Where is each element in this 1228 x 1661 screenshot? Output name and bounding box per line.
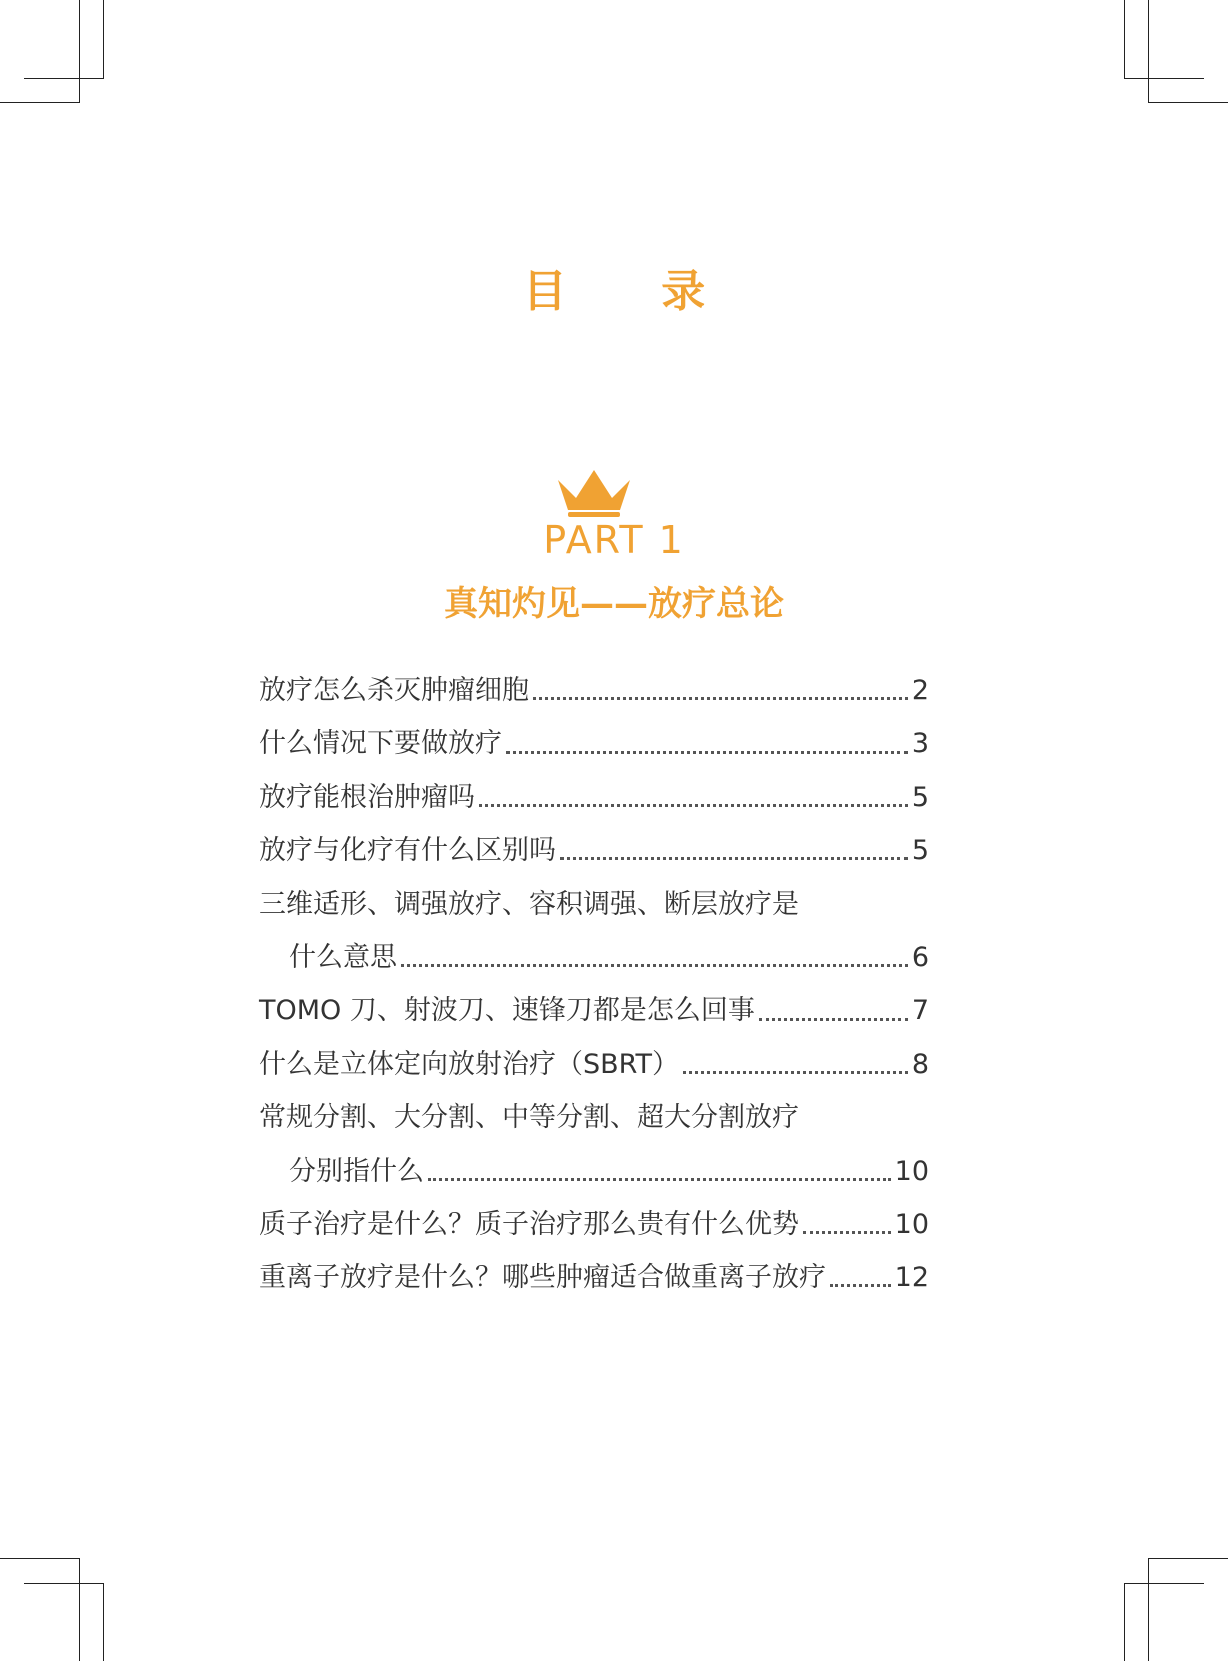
toc-leader (428, 1178, 891, 1181)
crop-mark-top-right (1124, 0, 1125, 78)
crop-mark-bottom-left (79, 1558, 80, 1661)
crop-mark-top-left (0, 102, 80, 103)
toc-list (259, 664, 929, 1305)
crop-mark-bottom-right (1148, 1558, 1149, 1661)
toc-entry-page: 10 (894, 1208, 929, 1240)
toc-entry-page: 2 (911, 675, 929, 706)
toc-entry-page: 10 (894, 1155, 929, 1187)
crop-mark-bottom-left (103, 1583, 104, 1661)
toc-leader (506, 751, 908, 754)
toc-entry[interactable] (259, 1198, 929, 1251)
crop-mark-top-right (1148, 0, 1149, 102)
crown-icon (556, 468, 632, 518)
part-label: PART 1 (543, 518, 685, 562)
toc-entry-page: 12 (894, 1262, 929, 1294)
toc-entry-page: 7 (911, 995, 929, 1027)
toc-entry-text: 放疗能根治肿瘤吗 (259, 781, 475, 813)
crop-mark-bottom-right (1124, 1583, 1204, 1584)
toc-entry-text: 什么意思 (289, 941, 397, 973)
toc-entry[interactable] (259, 984, 929, 1037)
toc-entry-text: 放疗怎么杀灭肿瘤细胞 (259, 675, 529, 706)
toc-entry-text: 什么情况下要做放疗 (259, 728, 502, 760)
crop-mark-top-right (1124, 78, 1204, 79)
toc-entry-line1[interactable] (259, 1091, 929, 1144)
toc-leader (759, 1018, 908, 1021)
toc-entry-page: 6 (911, 941, 929, 973)
toc-entry-text: 三维适形、调强放疗、容积调强、断层放疗是 (259, 888, 799, 920)
toc-leader (830, 1284, 891, 1287)
toc-leader (683, 1071, 908, 1074)
toc-leader (401, 964, 908, 967)
crop-mark-bottom-left (0, 1558, 80, 1559)
toc-entry-continuation[interactable] (259, 931, 929, 984)
toc-entry[interactable] (259, 1038, 929, 1091)
toc-entry[interactable] (259, 771, 929, 824)
crop-mark-top-left (24, 78, 104, 79)
crop-mark-bottom-left (24, 1583, 104, 1584)
toc-entry-page: 3 (911, 728, 929, 760)
toc-entry-text: 分别指什么 (289, 1155, 424, 1187)
crop-mark-bottom-right (1124, 1583, 1125, 1661)
toc-entry[interactable] (259, 717, 929, 770)
crop-mark-top-left (103, 0, 104, 78)
toc-leader (803, 1231, 891, 1234)
toc-entry[interactable] (259, 1251, 929, 1304)
toc-entry-continuation[interactable] (259, 1145, 929, 1198)
crop-mark-top-left (79, 0, 80, 102)
toc-entry-page: 5 (911, 835, 929, 867)
part-subtitle: 真知灼见——放疗总论 (444, 584, 784, 624)
toc-entry-line1[interactable] (259, 878, 929, 931)
toc-entry[interactable] (259, 664, 929, 717)
toc-entry-text: 放疗与化疗有什么区别吗 (259, 835, 556, 867)
toc-entry-text: 质子治疗是什么？质子治疗那么贵有什么优势 (259, 1208, 799, 1240)
crop-mark-bottom-right (1148, 1558, 1228, 1559)
crop-mark-top-right (1148, 102, 1228, 103)
toc-entry-page: 8 (911, 1048, 929, 1080)
toc-leader (479, 804, 908, 807)
toc-title: 目 录 (522, 266, 745, 317)
toc-leader (533, 697, 908, 700)
toc-entry-text: 什么是立体定向放射治疗（SBRT） (259, 1048, 679, 1080)
toc-entry-text: TOMO 刀、射波刀、速锋刀都是怎么回事 (259, 995, 755, 1027)
toc-entry-text: 常规分割、大分割、中等分割、超大分割放疗 (259, 1102, 799, 1134)
toc-entry[interactable] (259, 824, 929, 877)
toc-entry-text: 重离子放疗是什么？哪些肿瘤适合做重离子放疗 (259, 1262, 826, 1294)
toc-leader (560, 857, 908, 860)
toc-entry-page: 5 (911, 781, 929, 813)
